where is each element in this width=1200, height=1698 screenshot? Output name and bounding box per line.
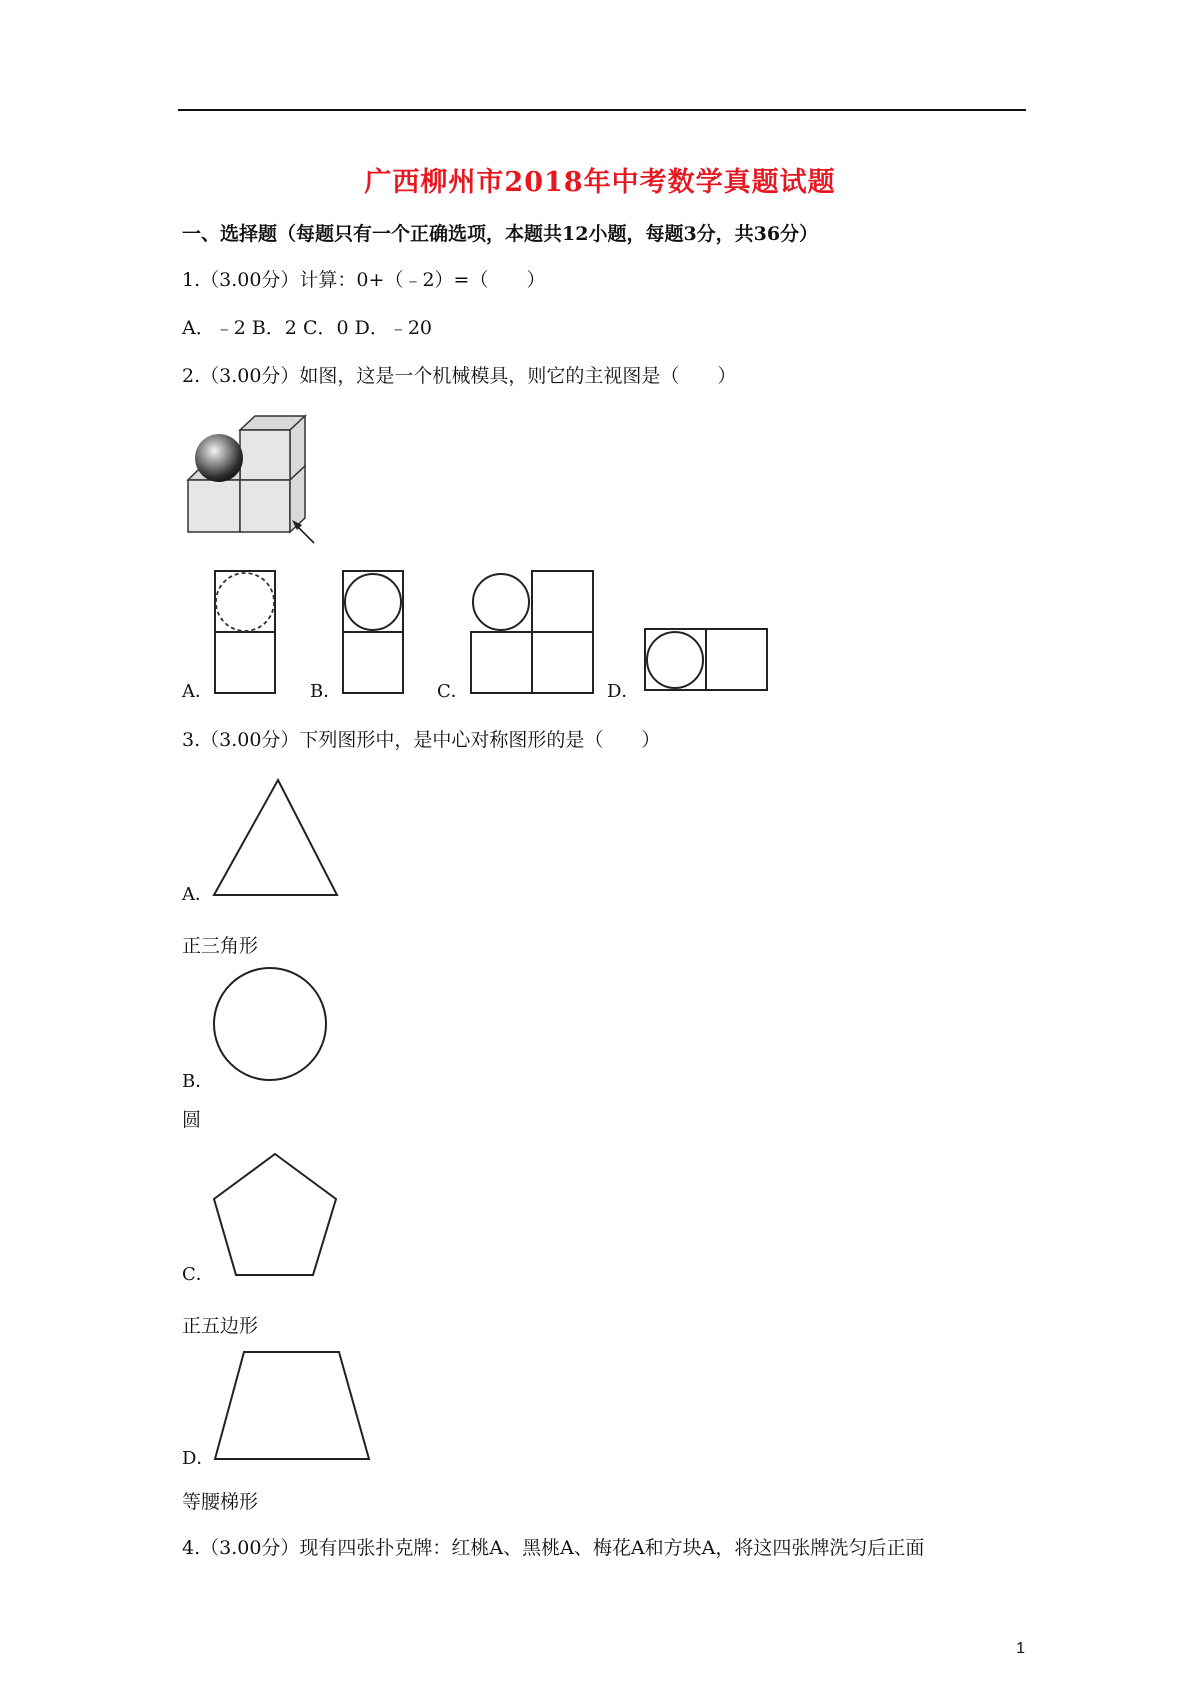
q2-option-b-label: B． (310, 681, 342, 702)
q3-option-b-label: B． (182, 1071, 214, 1092)
q3-option-b-caption: 圆 (182, 1109, 202, 1131)
q3-option-b-circle (212, 966, 330, 1084)
q3-option-c-caption: 正五边形 (182, 1315, 259, 1337)
q2-option-d-figure (644, 628, 768, 692)
q1-stem: 1.（3.00分）计算：0+（﹣2）=（ ） (182, 269, 546, 291)
q3-option-d-label: D． (182, 1448, 215, 1469)
q2-option-c-figure (470, 570, 594, 694)
q2-option-c-label: C． (437, 681, 469, 702)
q4-stem: 4.（3.00分）现有四张扑克牌：红桃A、黑桃A、梅花A和方块A，将这四张牌洗匀后正面 (182, 1537, 925, 1559)
q2-mold-figure (180, 408, 320, 543)
q2-option-a-figure (214, 570, 276, 694)
q3-option-d-caption: 等腰梯形 (182, 1491, 259, 1513)
q1-options: A．﹣2 B．2 C．0 D．﹣20 (182, 317, 433, 339)
q2-option-d-label: D． (607, 681, 640, 702)
section-heading: 一、选择题（每题只有一个正确选项，本题共12小题，每题3分，共36分） (182, 223, 819, 245)
q2-option-a-label: A． (182, 681, 213, 702)
q3-option-c-pentagon (212, 1152, 342, 1278)
q3-stem: 3.（3.00分）下列图形中，是中心对称图形的是（ ） (182, 729, 661, 751)
header-rule (178, 109, 1026, 111)
q2-option-b-figure (342, 570, 404, 694)
q3-option-c-label: C． (182, 1264, 214, 1285)
page-number: 1 (1016, 1640, 1025, 1657)
q3-option-a-label: A． (182, 884, 213, 905)
q2-stem: 2.（3.00分）如图，这是一个机械模具，则它的主视图是（ ） (182, 365, 737, 387)
q3-option-a-caption: 正三角形 (182, 935, 259, 957)
page-title: 广西柳州市2018年中考数学真题试题 (364, 167, 836, 198)
q3-option-a-triangle (212, 778, 342, 898)
q3-option-d-trapezoid (212, 1350, 372, 1462)
